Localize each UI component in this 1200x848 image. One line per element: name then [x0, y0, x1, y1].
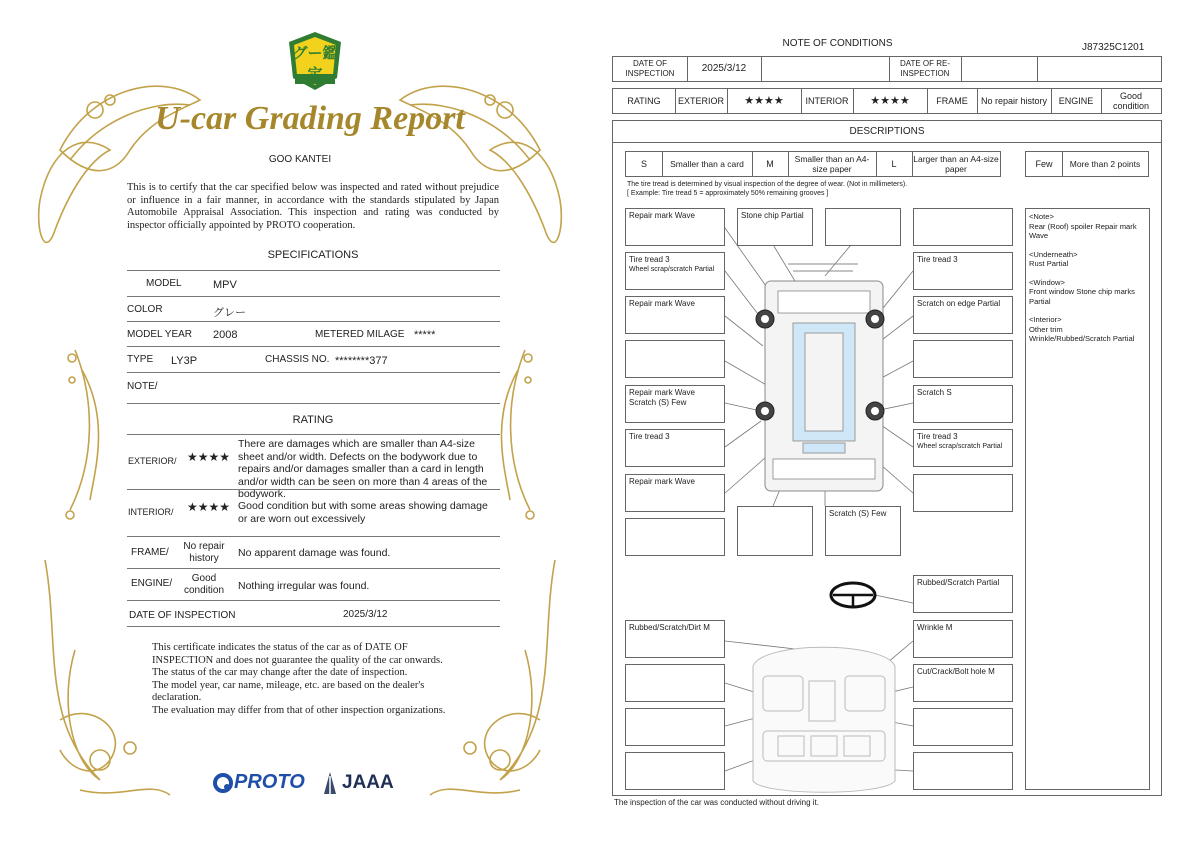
underneath-heading: <Underneath>: [1029, 249, 1078, 259]
condition-text: Wheel scrap/scratch Partial: [917, 443, 1003, 450]
proto-mark-icon: [212, 772, 234, 794]
condition-box-rear-bumper: Scratch (S) Few: [825, 506, 901, 556]
jaaa-wordmark: JAAA: [342, 772, 394, 793]
proto-wordmark: PROTO: [234, 771, 305, 793]
chassis-value: ********377: [335, 355, 388, 367]
certificate-subtitle: GOO KANTEI: [268, 154, 332, 165]
interior-description: Good condition but with some areas showing damage or are worn out excessively: [238, 500, 488, 525]
interior-view: [753, 647, 895, 792]
certificate-disclaimer: [152, 642, 470, 717]
disclaimer-line: This certificate indicates the status of the car as of DATE OF INSPECTION and does not guarantee the quality of the car onwards.: [152, 642, 443, 666]
rating-label: RATING: [627, 96, 661, 106]
divider: [127, 626, 500, 627]
condition-box-bottom-1: [737, 506, 813, 556]
condition-box-top-3: [913, 208, 1013, 246]
notes-panel: [1025, 208, 1150, 790]
legend-l: L: [891, 159, 897, 169]
divider: [127, 600, 500, 601]
model-value: MPV: [213, 279, 237, 291]
condition-box-roof: Stone chip Partial: [737, 208, 813, 246]
divider: [127, 489, 500, 490]
condition-box-interior-left-1: Rubbed/Scratch/Dirt M: [625, 620, 725, 658]
legend-s: S: [640, 159, 647, 169]
divider: [127, 434, 500, 435]
type-label: TYPE: [127, 354, 154, 365]
tire-note-line: The tire tread is determined by visual inspection of the degree of wear. (Not in millimeters).: [627, 181, 908, 188]
exterior-label: EXTERIOR/: [128, 456, 177, 466]
interior-stars: ★★★★: [870, 95, 910, 107]
date-row: [612, 56, 1162, 82]
engine-value: Good condition: [183, 573, 225, 596]
note-text: Rear (Roof) spoiler Repair mark Wave: [1029, 221, 1137, 240]
color-value: グレー: [213, 307, 246, 319]
condition-text: Tire tread 3: [629, 255, 670, 264]
divider: [761, 57, 762, 81]
divider: [127, 346, 500, 347]
divider: [127, 403, 500, 404]
model-year-value: 2008: [213, 329, 238, 341]
color-label: COLOR: [127, 304, 163, 315]
window-heading: <Window>: [1029, 277, 1065, 287]
condition-box-rear-right-tire: [913, 429, 1013, 467]
condition-text: Tire tread 3: [917, 432, 958, 441]
frame-label: FRAME/: [131, 547, 169, 558]
condition-box-right-7: [913, 474, 1013, 512]
legend-m-description: Smaller than an A4-size paper: [794, 154, 870, 174]
model-label: MODEL: [146, 278, 182, 289]
divider: [127, 372, 500, 373]
inspection-date-label: DATE OF INSPECTION: [129, 610, 236, 621]
engine-description: Nothing irregular was found.: [238, 580, 370, 592]
exterior-description: There are damages which are smaller than A4-size sheet and/or width. Defects on the bodywork due to repairs and/or damages smaller than a card in length and/or width can be seen on more than 4 areas of the bodywork.: [238, 438, 488, 500]
sheet-reference: J87325C1201: [1082, 42, 1145, 53]
inspection-date-value: 2025/3/12: [343, 609, 388, 620]
condition-box-rear-left-quarter: Repair mark Wave: [625, 474, 725, 512]
jaaa-mark-icon: [320, 770, 340, 796]
condition-box-left-8: [625, 518, 725, 556]
tire-note-line: [ Example: Tire tread 5 = approximately 50% remaining grooves ]: [627, 190, 829, 197]
condition-box-front-right-door: Scratch on edge Partial: [913, 296, 1013, 334]
condition-box-front-left-fender: Repair mark Wave: [625, 208, 725, 246]
condition-text: Repair mark Wave: [629, 388, 695, 397]
divider: [127, 270, 500, 271]
divider: [1037, 57, 1038, 81]
exterior-stars: ★★★★: [187, 450, 231, 464]
condition-box-rear-left-door: [625, 385, 725, 423]
condition-box-rear-left-tire: Tire tread 3: [625, 429, 725, 467]
descriptions-panel: [612, 120, 1162, 796]
car-top-view: [756, 264, 884, 491]
condition-box-interior-right-2: Cut/Crack/Bolt hole M: [913, 664, 1013, 702]
condition-box-interior-right-4: [913, 752, 1013, 790]
reinspection-date-label: DATE OF RE-INSPECTION: [899, 59, 951, 78]
legend-s-description: Smaller than a card: [670, 159, 744, 169]
chassis-label: CHASSIS NO.: [265, 354, 330, 365]
condition-text: Wheel scrap/scratch Partial: [629, 266, 715, 273]
underneath-text: Rust Partial: [1029, 259, 1069, 268]
rating-heading: RATING: [292, 414, 334, 426]
sheet-title: NOTE OF CONDITIONS: [782, 38, 893, 49]
divider: [961, 57, 962, 81]
inspection-date-label: DATE OF INSPECTION: [625, 59, 675, 78]
condition-box-front-left-tire: [625, 252, 725, 290]
interior-label: INTERIOR: [805, 96, 849, 106]
window-text: Front window Stone chip marks Partial: [1029, 287, 1135, 306]
condition-box-rear-right-door: Scratch S: [913, 385, 1013, 423]
frame-description: No apparent damage was found.: [238, 547, 391, 559]
engine-label: ENGINE/: [131, 578, 173, 589]
proto-logo: [212, 770, 312, 796]
certificate-title: U-car Grading Report: [155, 100, 465, 137]
inspection-date-value: 2025/3/12: [701, 63, 747, 74]
condition-box-steering: Rubbed/Scratch Partial: [913, 575, 1013, 613]
steering-wheel-icon: [831, 583, 875, 607]
engine-value: Good condition: [1112, 91, 1150, 111]
legend-l-description: Larger than an A4-size paper: [913, 154, 999, 174]
note-heading: <Note>: [1029, 212, 1054, 221]
goo-kantei-badge: [287, 30, 343, 92]
certification-statement: This is to certify that the car specified below was inspected and rated without prejudice or influence in a fair manner, in accordance with the standards stipulated by Japan Automobile Appraisal Association. This inspection and rating was conducted by inspector officially appointed by PROTO cooperation.: [127, 182, 499, 231]
frame-value: No repair history: [980, 96, 1048, 106]
frame-label: FRAME: [936, 96, 968, 106]
condition-box-right-4: [913, 340, 1013, 378]
legend-few: Few: [1035, 159, 1053, 169]
disclaimer-line: The model year, car name, mileage, etc. are based on the dealer's declaration.: [152, 679, 425, 703]
mileage-label: METERED MILAGE: [315, 329, 405, 340]
note-label: NOTE/: [127, 381, 158, 392]
condition-box-interior-right-1: Wrinkle M: [913, 620, 1013, 658]
jaaa-logo: [320, 770, 400, 796]
frame-value: No repair history: [183, 541, 225, 564]
disclaimer-line: The evaluation may differ from that of other inspection organizations.: [152, 704, 446, 716]
condition-box-front-left-door: Repair mark Wave: [625, 296, 725, 334]
disclaimer-line: The status of the car may change after the date of inspection.: [152, 667, 408, 678]
sheet-footer: The inspection of the car was conducted without driving it.: [614, 798, 819, 807]
note-of-conditions-sheet: [610, 0, 1200, 848]
divider: [127, 296, 500, 297]
condition-box-interior-left-4: [625, 752, 725, 790]
badge-label: グー鑑定: [292, 45, 338, 83]
interior-heading: <Interior>: [1029, 315, 1062, 324]
divider: [127, 536, 500, 537]
condition-box-front-right-tire: Tire tread 3: [913, 252, 1013, 290]
interior-label: INTERIOR/: [128, 507, 174, 517]
condition-box-interior-right-3: [913, 708, 1013, 746]
specifications-heading: SPECIFICATIONS: [267, 249, 359, 261]
condition-text: Scratch (S) Few: [629, 398, 687, 407]
interior-text: Other trim Wrinkle/Rubbed/Scratch Partial: [1029, 324, 1135, 343]
condition-box-interior-left-2: [625, 664, 725, 702]
engine-label: ENGINE: [1058, 96, 1094, 106]
divider: [127, 321, 500, 322]
mileage-value: *****: [414, 329, 436, 341]
divider: [127, 568, 500, 569]
legend-few-description: More than 2 points: [1069, 159, 1141, 169]
rating-row: [612, 88, 1162, 114]
interior-stars: ★★★★: [187, 500, 231, 514]
condition-box-interior-left-3: [625, 708, 725, 746]
exterior-label: EXTERIOR: [677, 96, 724, 106]
type-value: LY3P: [171, 355, 198, 367]
condition-box-top-2: [825, 208, 901, 246]
exterior-stars: ★★★★: [744, 95, 784, 107]
condition-box-left-4: [625, 340, 725, 378]
legend-m: M: [766, 159, 774, 169]
descriptions-heading: DESCRIPTIONS: [613, 121, 1161, 143]
model-year-label: MODEL YEAR: [127, 329, 193, 340]
